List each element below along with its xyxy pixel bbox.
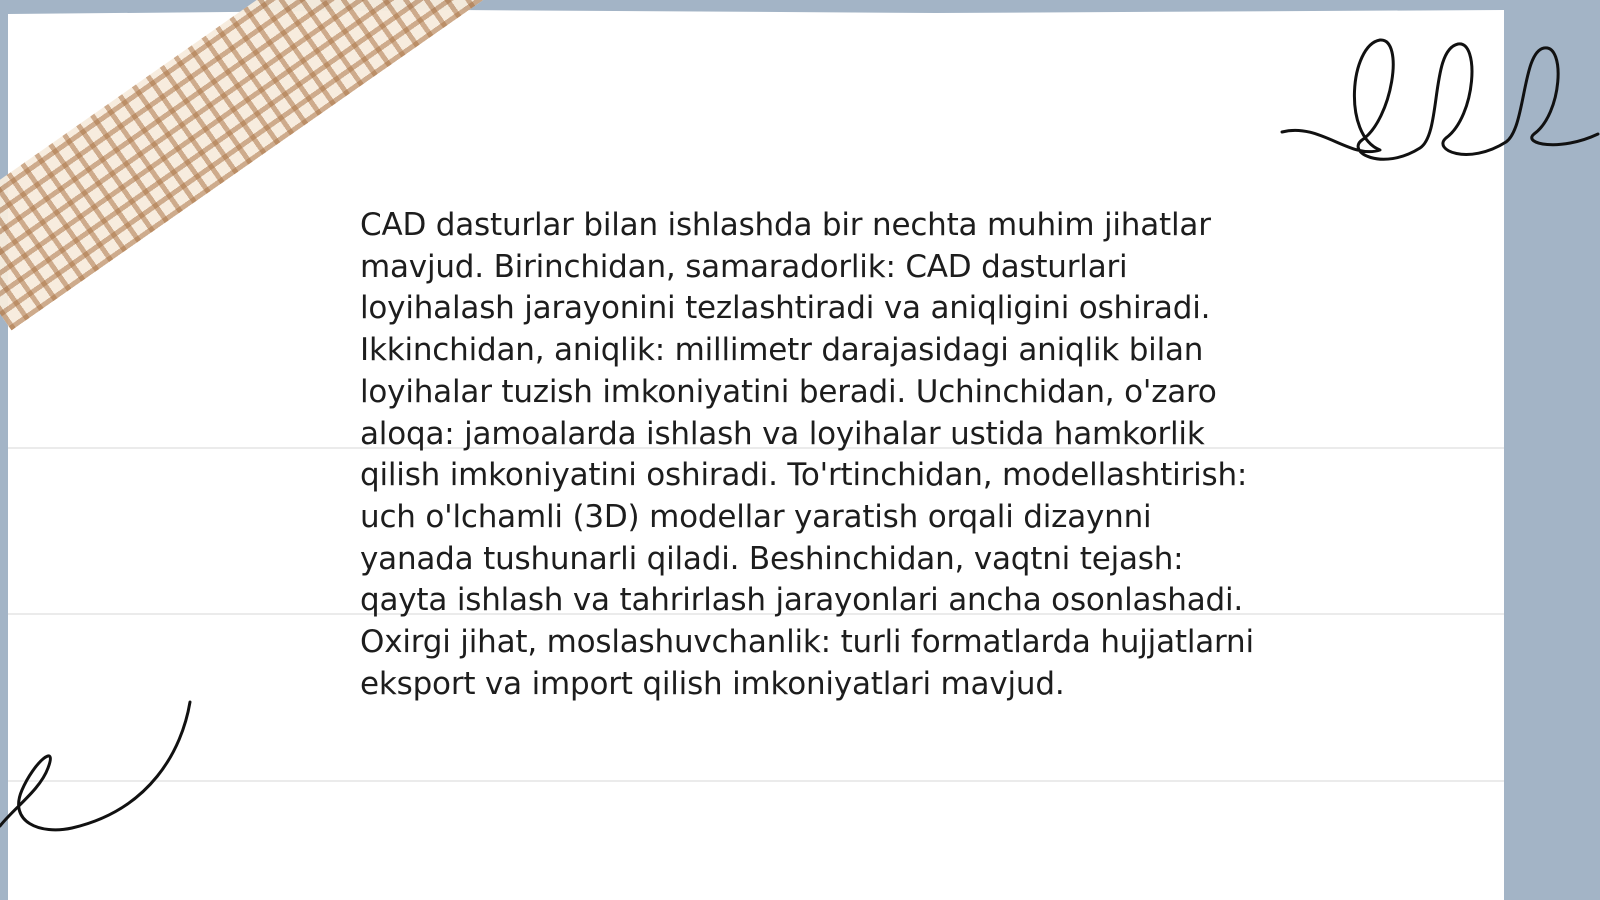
slide-paragraph: CAD dasturlar bilan ishlashda bir nechta muhim jihatlar mavjud. Birinchidan, samaradorlik: CAD dasturlari loyihalash jarayonini tezlashtiradi va aniqligini oshiradi. Ikkinchidan, aniqlik: millimetr darajasidagi aniqlik bilan loyihalar tuzish imkoniyatini beradi. Uchinchidan, o'zaro aloqa: jamoalarda ishlash va loyihalar ustida hamkorlik qilish imkoniyatini oshiradi. To'rtinchidan, modellashtirish: uch o'lchamli (3D) modellar yaratish orqali dizaynni yanada tushunarli qiladi. Beshinchidan, vaqtni tejash: qayta ishlash va tahrirlash jarayonlari ancha osonlashadi. Oxirgi jihat, moslashuvchanlik: turli formatlarda hujjatlarni eksport va import qilish imkoniyatlari mavjud. xyxy=(360,207,1254,702)
ruled-line xyxy=(8,780,1504,782)
curl-swirl-icon xyxy=(0,690,200,850)
loop-swirl-icon xyxy=(1280,30,1600,170)
